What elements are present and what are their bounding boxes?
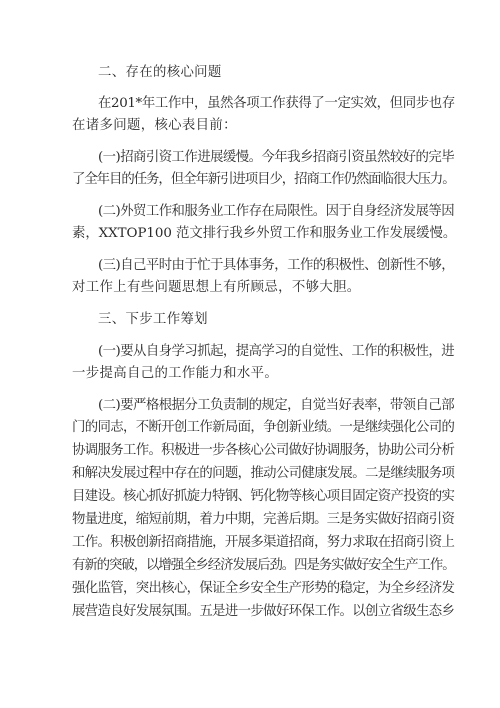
paragraph-line: 和解决发展过程中存在的问题，推动公司健康发展。二是继续服务项	[72, 466, 455, 481]
paragraph-line: 门的同志，不断开创工作新局面，争创新业绩。一是继续强化公司的	[72, 420, 455, 435]
paragraph-line: (三)自己平时由于忙于具体事务，工作的积极性、创新性不够，	[98, 258, 455, 273]
paragraph-line: 了全年目的任务，但全年新引进项目少，招商工作仍然面临很大压力。	[72, 172, 455, 187]
paragraph-line: (一)招商引资工作进展缓慢。今年我乡招商引资虽然较好的完毕	[98, 150, 455, 165]
paragraph-line: 在201*年工作中，虽然各项工作获得了一定实效，但同步也存	[98, 96, 455, 111]
paragraph-line: (二)外贸工作和服务业工作存在局限性。因于自身经济发展等因	[98, 204, 455, 219]
paragraph-line: 在诸多问题，核心表目前：	[72, 118, 237, 133]
paragraph-line: 目建设。核心抓好抓旋力特钢、钙化物等核心项目固定资产投资的实	[72, 489, 455, 504]
paragraph-line: 工作。积极创新招商措施，开展多渠道招商，努力求取在招商引资上	[72, 535, 455, 550]
paragraph-line: 展营造良好发展氛围。五是进一步做好环保工作。以创立省级生态乡	[72, 604, 455, 619]
paragraph-line: 强化监管，突出核心，保证全乡安全生产形势的稳定，为全乡经济发	[72, 581, 455, 596]
paragraph-line: 对工作上有些问题思想上有所顾忌，不够大胆。	[72, 280, 361, 295]
paragraph-line: 有新的突破，以增强全乡经济发展后劲。四是务实做好安全生产工作。	[72, 558, 455, 573]
section-heading: 三、下步工作筹划	[98, 312, 208, 327]
section-heading: 二、存在的核心问题	[98, 65, 222, 80]
paragraph-line: 物量进度，缩短前期，着力中期，完善后期。三是务实做好招商引资	[72, 512, 455, 527]
paragraph-line: 一步提高自己的工作能力和水平。	[72, 366, 279, 381]
paragraph-line: (二)要严格根据分工负责制的规定，自觉当好表率，带领自己部	[98, 398, 455, 413]
paragraph-line: 协调服务工作。积极进一步各核心公司做好协调服务，协助公司分析	[72, 443, 455, 458]
paragraph-line: 素，XXTOP100 范文排行我乡外贸工作和服务业工作发展缓慢。	[72, 226, 457, 241]
paragraph-line: (一)要从自身学习抓起，提高学习的自觉性、工作的积极性，进	[98, 344, 455, 359]
